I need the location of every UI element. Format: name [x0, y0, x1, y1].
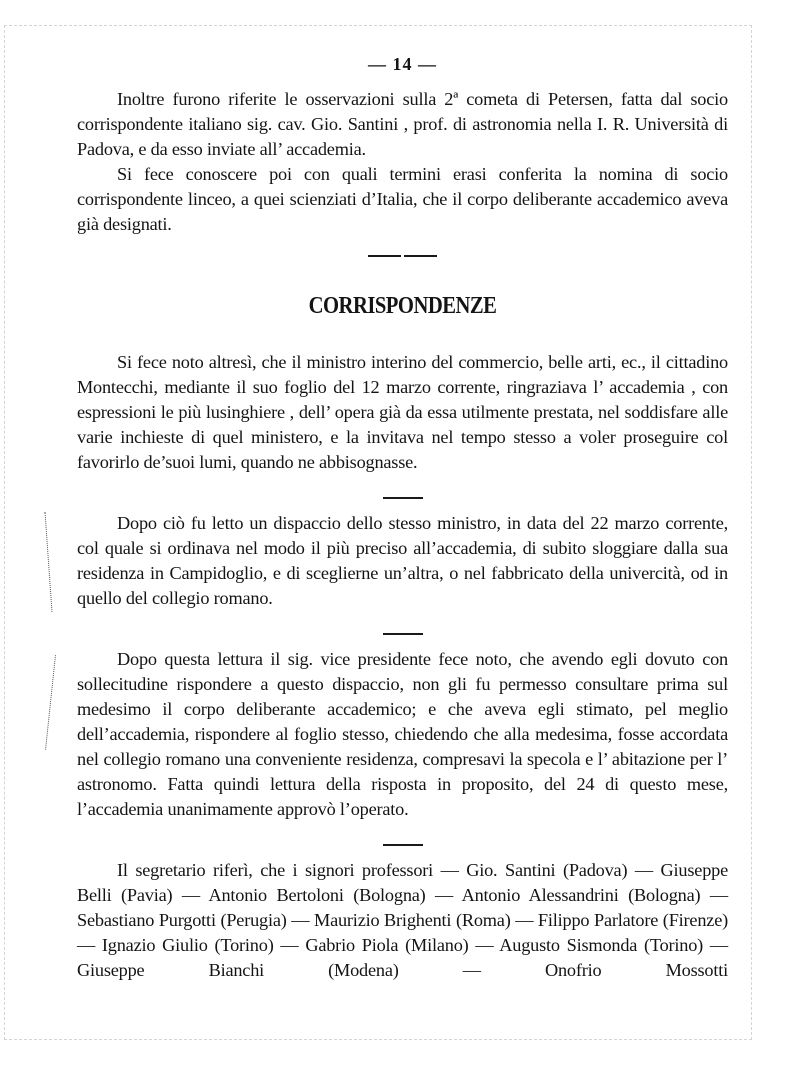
paragraph-secretary-report: Il segretario riferì, che i signori professori — Gio. Santini (Padova) — Giuseppe Belli (Pavia) — Antonio Bertoloni (Bologna) — Antonio Alessandrini (Bologna) — Sebastiano Purgotti (Perugia) — Maurizio Brighenti (Roma) — Filippo Parlatore (Firenze) — Ignazio Giulio (Torino) — Gabrio Piola (Milano) — Augusto Sismonda (Torino) — Giuseppe Bianchi (Modena) — Onofrio Mossotti [77, 860, 728, 980]
paragraph-vice-president: Dopo questa lettura il sig. vice presidente fece noto, che avendo egli dovuto con sollecitudine rispondere a questo dispaccio, non gli fu permesso consultare prima sul medesimo il corpo deliberante accademico; e che aveva egli stimato, pel meglio dell’accademia, rispondere al foglio stesso, chiedendo che alla medesima, fosse accordata nel collegio romano una conveniente residenza, compresavi la specola e l’ abitazione per l’ astronomo. Fatta quindi lettura della risposta in proposito, del 24 di questo mese, l’accademia unanimamente approvò l’operato. [77, 649, 728, 819]
paragraph-divider [383, 633, 423, 635]
document-page [77, 52, 728, 983]
paragraph-divider [383, 497, 423, 499]
section-heading: CORRISPONDENZE [308, 293, 497, 319]
paragraph-comet-observations: Inoltre furono riferite le osservazioni sulla 2ª cometa di Petersen, fatta dal socio corrispondente italiano sig. cav. Gio. Santini , prof. di astronomia nella I. R. Università di Padova, e da esso inviate all’ accademia. [77, 89, 728, 159]
paragraph-dispatch: Dopo ciò fu letto un dispaccio dello stesso ministro, in data del 22 marzo corrente, col quale si ordinava nel modo il più preciso all’accademia, di subito sloggiare dalla sua residenza in Campidoglio, e di sceglierne un’altra, o nel fabbricato della univercità, od in quello del collegio romano. [77, 513, 728, 608]
page-number: — 14 — [368, 54, 437, 74]
paragraph-divider [383, 844, 423, 846]
paragraph-nomination: Si fece conoscere poi con quali termini erasi conferita la nomina di socio corrispondente linceo, a quei scienziati d’Italia, che il corpo deliberante accademico aveva già designati. [77, 164, 728, 234]
paragraph-minister-thanks: Si fece noto altresì, che il ministro interino del commercio, belle arti, ec., il cittadino Montecchi, mediante il suo foglio del 12 marzo corrente, ringraziava l’ accademia , con espressioni le più lusinghiere , dell’ opera già da essa utilmente prestata, nel soddisfare alle varie inchieste di quel ministero, e la invitava nel tempo stesso a voler proseguire col favorirlo de’suoi lumi, quando ne abbisognasse. [77, 352, 728, 472]
section-divider [368, 255, 437, 257]
